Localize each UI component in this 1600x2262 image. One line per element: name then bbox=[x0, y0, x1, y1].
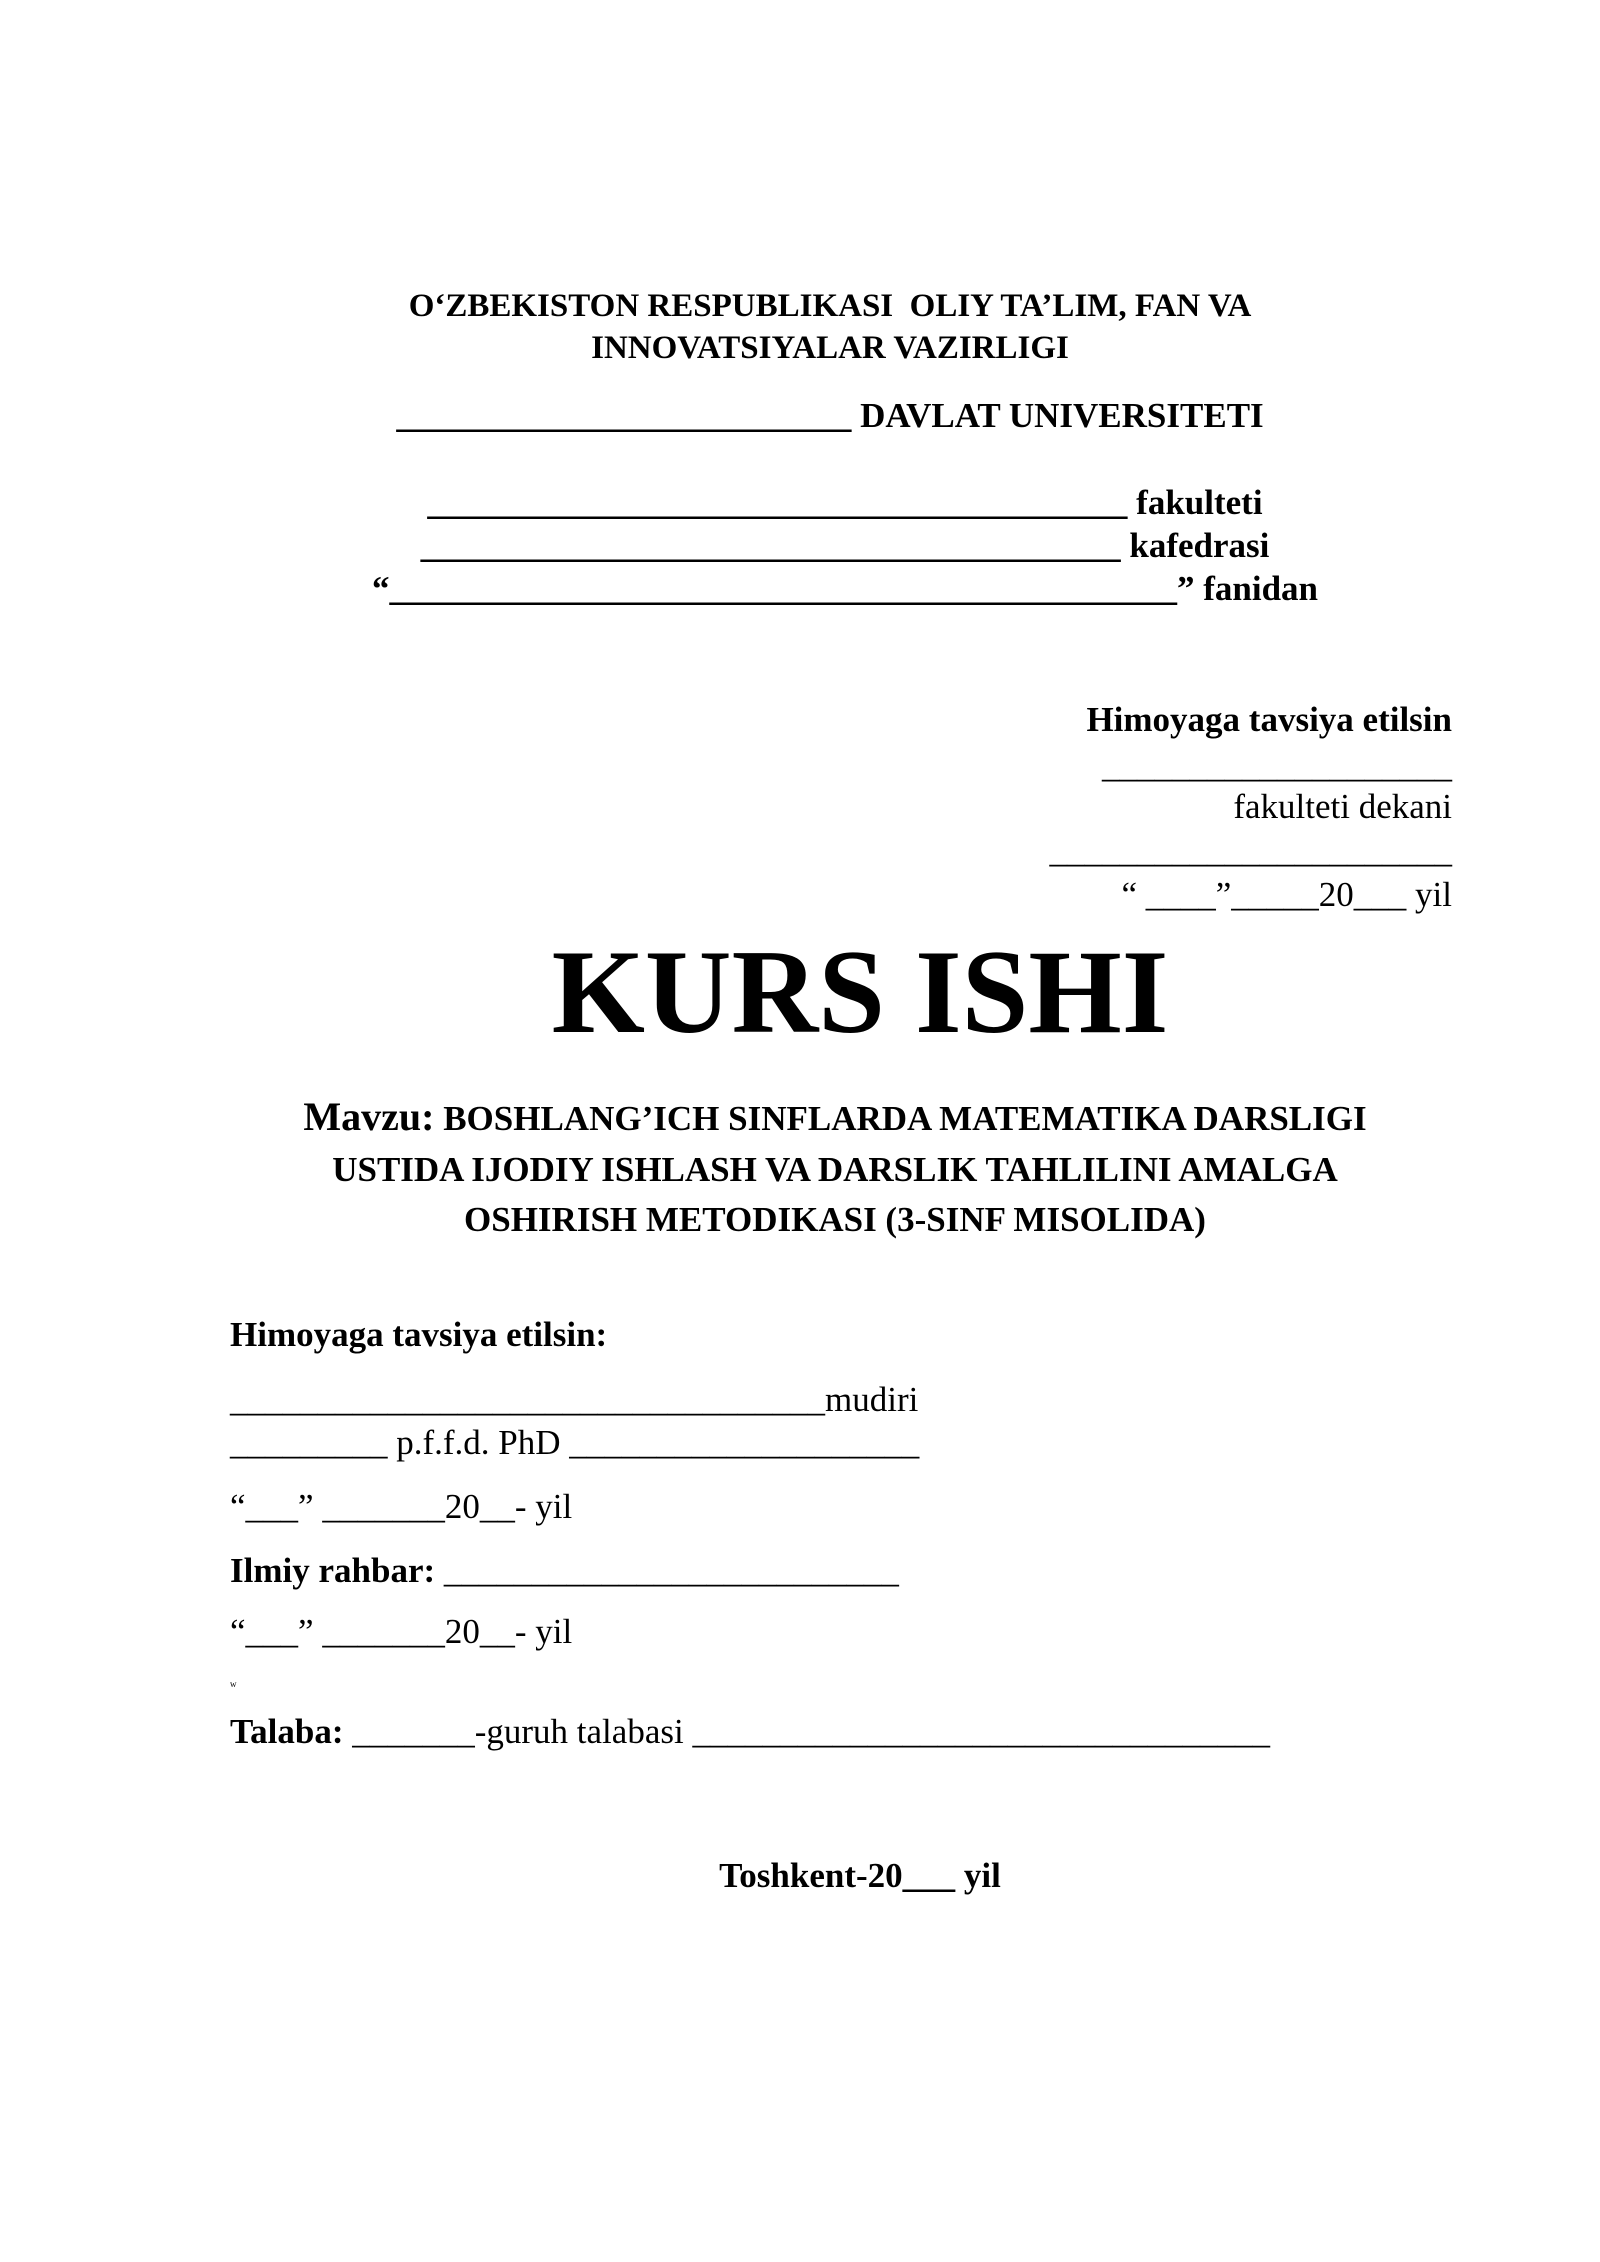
student-label: Talaba: bbox=[230, 1712, 344, 1751]
university-line: __________________________ DAVLAT UNIVERSITETI bbox=[396, 396, 1264, 435]
city-year: Toshkent-20___ yil bbox=[719, 1856, 1001, 1895]
advisor-blank: __________________________ bbox=[435, 1551, 899, 1590]
topic-line-3: OSHIRISH METODIKASI (3-SINF MISOLIDA) bbox=[464, 1200, 1206, 1239]
faculty-line: ________________________________________ fakulteti bbox=[427, 483, 1263, 522]
advisor-label: Ilmiy rahbar: bbox=[230, 1551, 436, 1590]
approval-blank-2: _______________________ bbox=[1049, 831, 1452, 870]
degree-line: _________ p.f.f.d. PhD ____________________ bbox=[230, 1423, 920, 1462]
ministry-line-1: O‘ZBEKISTON RESPUBLIKASI OLIY TA’LIM, FAN VA bbox=[408, 288, 1252, 324]
head-of-dept-line: __________________________________mudiri bbox=[230, 1380, 919, 1419]
topic-line-2: USTIDA IJODIY ISHLASH VA DARSLIK TAHLILINI AMALGA bbox=[332, 1150, 1338, 1189]
page-title: KURS ISHI bbox=[551, 925, 1169, 1058]
topic-line-1-text: BOSHLANG’ICH SINFLARDA MATEMATIKA DARSLIGI bbox=[434, 1099, 1367, 1138]
tiny-mark: w bbox=[230, 1679, 237, 1689]
ministry-line-2: INNOVATSIYALAR VAZIRLIGI bbox=[591, 330, 1069, 366]
approval-date-left-1: “___” _______20__- yil bbox=[230, 1487, 573, 1526]
student-rest: _______-guruh talabasi _________________________________ bbox=[343, 1712, 1270, 1751]
advisor-line bbox=[230, 1553, 899, 1588]
approval-date-right: “ ____”_____20___ yil bbox=[1121, 875, 1452, 914]
approval-heading-left: Himoyaga tavsiya etilsin: bbox=[230, 1315, 608, 1354]
approval-blank-1: ____________________ bbox=[1102, 746, 1452, 785]
student-line bbox=[230, 1714, 1270, 1749]
topic-line-1 bbox=[230, 1094, 1440, 1139]
dean-label: fakulteti dekani bbox=[1233, 787, 1452, 826]
approval-date-left-2: “___” _______20__- yil bbox=[230, 1612, 573, 1651]
approval-heading-right: Himoyaga tavsiya etilsin bbox=[1086, 700, 1452, 739]
subject-line: “_____________________________________________” fanidan bbox=[371, 569, 1319, 608]
topic-lead: Mavzu: bbox=[303, 1094, 435, 1139]
department-line: ________________________________________ kafedrasi bbox=[420, 526, 1270, 565]
